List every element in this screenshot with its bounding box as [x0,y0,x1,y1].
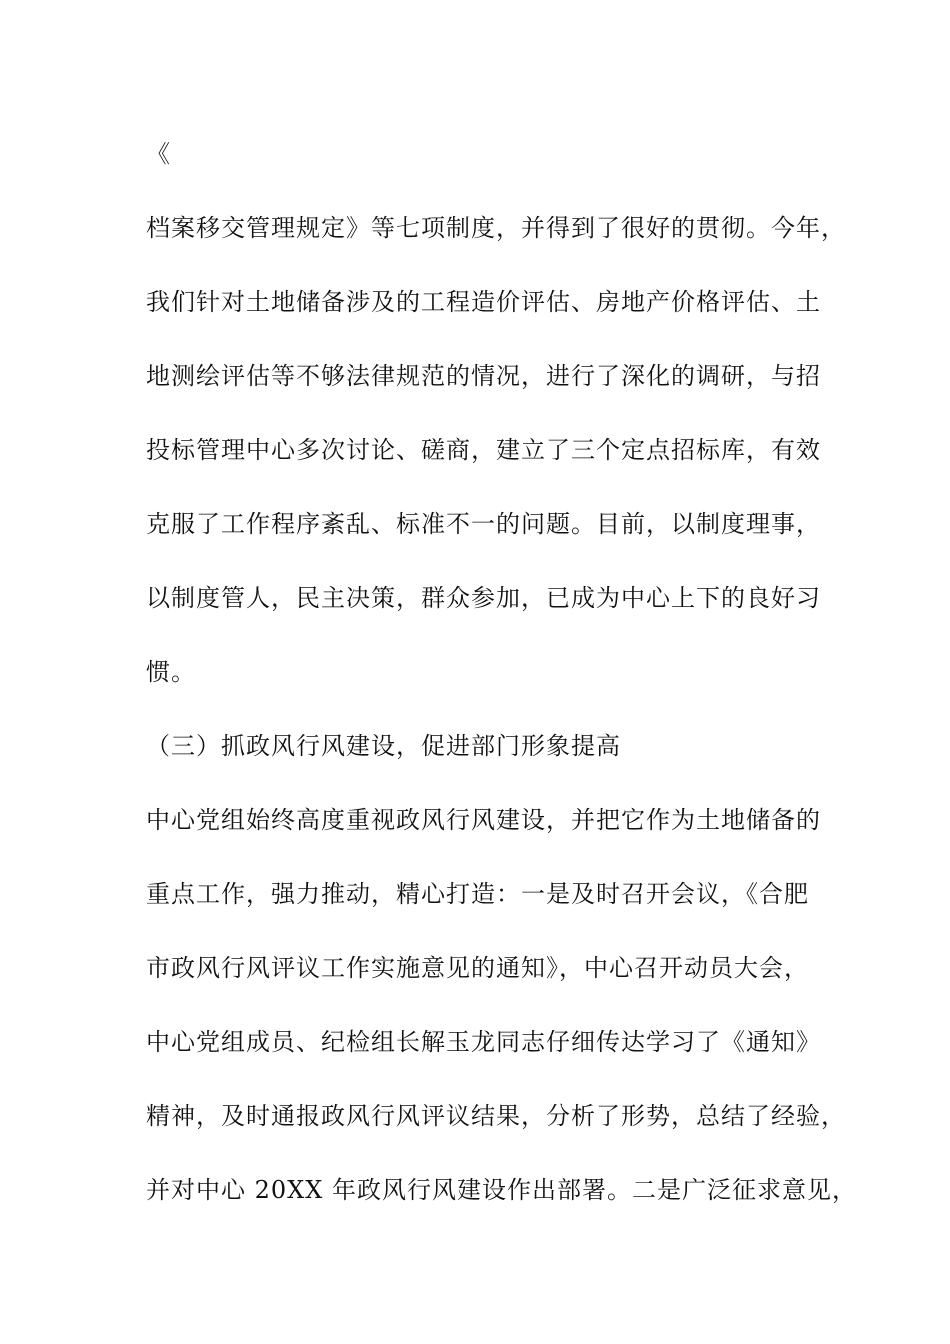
text-line: 精神，及时通报政风行风评议结果，分析了形势，总结了经验， [146,1102,846,1130]
text-line: 档案移交管理规定》等七项制度，并得到了很好的贯彻。今年， [146,214,846,242]
text-line: 惯。 [146,658,196,686]
text-line: 以制度管人，民主决策，群众参加，已成为中心上下的良好习 [146,584,821,612]
text-line: 《 [146,140,171,168]
text-line: 市政风行风评议工作实施意见的通知》，中心召开动员大会， [146,954,809,982]
text-line: 中心党组成员、纪检组长解玉龙同志仔细传达学习了《通知》 [146,1028,821,1056]
section-heading: （三）抓政风行风建设，促进部门形象提高 [146,732,621,760]
text-line: 克服了工作程序紊乱、标准不一的问题。目前，以制度理事， [146,510,821,538]
text-line: 中心党组始终高度重视政风行风建设，并把它作为土地储备的 [146,806,821,834]
text-line: 我们针对土地储备涉及的工程造价评估、房地产价格评估、土 [146,288,821,316]
text-line: 投标管理中心多次讨论、磋商，建立了三个定点招标库，有效 [146,436,821,464]
text-line: 重点工作，强力推动，精心打造：一是及时召开会议，《合肥 [146,880,809,908]
text-line: 地测绘评估等不够法律规范的情况，进行了深化的调研，与招 [146,362,821,390]
text-line: 并对中心 20XX 年政风行风建设作出部署。二是广泛征求意见， [146,1176,857,1204]
